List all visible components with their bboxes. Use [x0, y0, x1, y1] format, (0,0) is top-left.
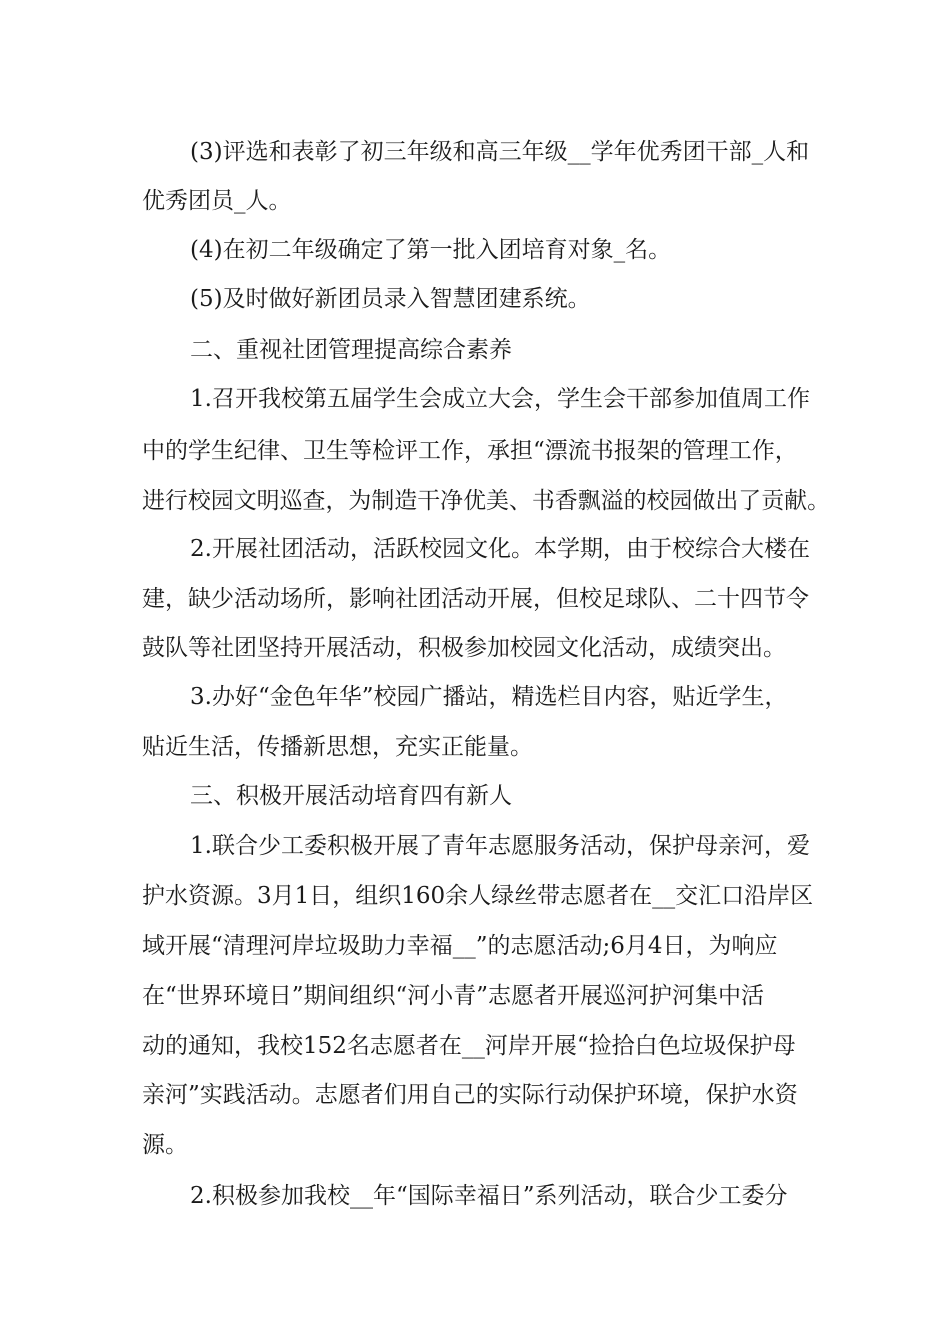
line-text: 1.召开我校第五届学生会成立大会，学生会干部参加值周工作	[190, 386, 810, 412]
text-line	[0, 926, 950, 966]
line-text: 鼓队等社团坚持开展活动，积极参加校园文化活动，成绩突出。	[142, 635, 786, 661]
line-text: 动的通知，我校152名志愿者在__河岸开展“捡拾白色垃圾保护母	[142, 1033, 796, 1059]
text-line	[0, 976, 950, 1016]
line-text: 2.开展社团活动，活跃校园文化。本学期，由于校综合大楼在	[190, 536, 810, 562]
text-line	[0, 1026, 950, 1066]
text-line	[0, 579, 950, 619]
line-text: 中的学生纪律、卫生等检评工作，承担“漂流书报架的管理工作，	[142, 438, 798, 464]
line-text: 2.积极参加我校__年“国际幸福日”系列活动，联合少工委分	[190, 1183, 788, 1209]
line-text: 亲河”实践活动。志愿者们用自己的实际行动保护环境，保护水资	[142, 1082, 798, 1108]
text-line	[0, 431, 950, 471]
text-line	[0, 677, 950, 717]
line-text: (5)及时做好新团员录入智慧团建系统。	[190, 286, 591, 312]
line-text: (4)在初二年级确定了第一批入团培育对象_名。	[190, 237, 672, 263]
heading-text: 二、重视社团管理提高综合素养	[190, 337, 512, 363]
text-line	[0, 379, 950, 419]
text-line	[0, 481, 950, 521]
line-text: 域开展“清理河岸垃圾助力幸福__”的志愿活动;6月4日，为响应	[142, 933, 778, 959]
line-text: 建，缺少活动场所，影响社团活动开展，但校足球队、二十四节令	[142, 586, 809, 612]
section-heading	[0, 330, 950, 370]
text-line	[0, 826, 950, 866]
section-heading	[0, 776, 950, 816]
text-line	[0, 230, 950, 270]
text-line	[0, 181, 950, 221]
text-line	[0, 1075, 950, 1115]
line-text: 1.联合少工委积极开展了青年志愿服务活动，保护母亲河，爱	[190, 833, 810, 859]
text-line	[0, 1176, 950, 1216]
text-line	[0, 628, 950, 668]
line-text: 3.办好“金色年华”校园广播站，精选栏目内容，贴近学生，	[190, 684, 788, 710]
line-text: 护水资源。3月1日，组织160余人绿丝带志愿者在__交汇口沿岸区	[142, 883, 814, 909]
line-text: 源。	[142, 1132, 188, 1158]
line-text: 在“世界环境日”期间组织“河小青”志愿者开展巡河护河集中活	[142, 983, 765, 1009]
text-line	[0, 727, 950, 767]
heading-text: 三、积极开展活动培育四有新人	[190, 783, 512, 809]
line-text: 贴近生活，传播新思想，充实正能量。	[142, 734, 533, 760]
text-line	[0, 529, 950, 569]
text-line	[0, 132, 950, 172]
text-line	[0, 876, 950, 916]
line-text: 进行校园文明巡查，为制造干净优美、书香飘溢的校园做出了贡献。	[142, 488, 830, 514]
line-text: (3)评选和表彰了初三年级和高三年级__学年优秀团干部_人和	[190, 139, 810, 165]
text-line	[0, 279, 950, 319]
line-text: 优秀团员_人。	[142, 188, 292, 214]
text-line	[0, 1125, 950, 1165]
